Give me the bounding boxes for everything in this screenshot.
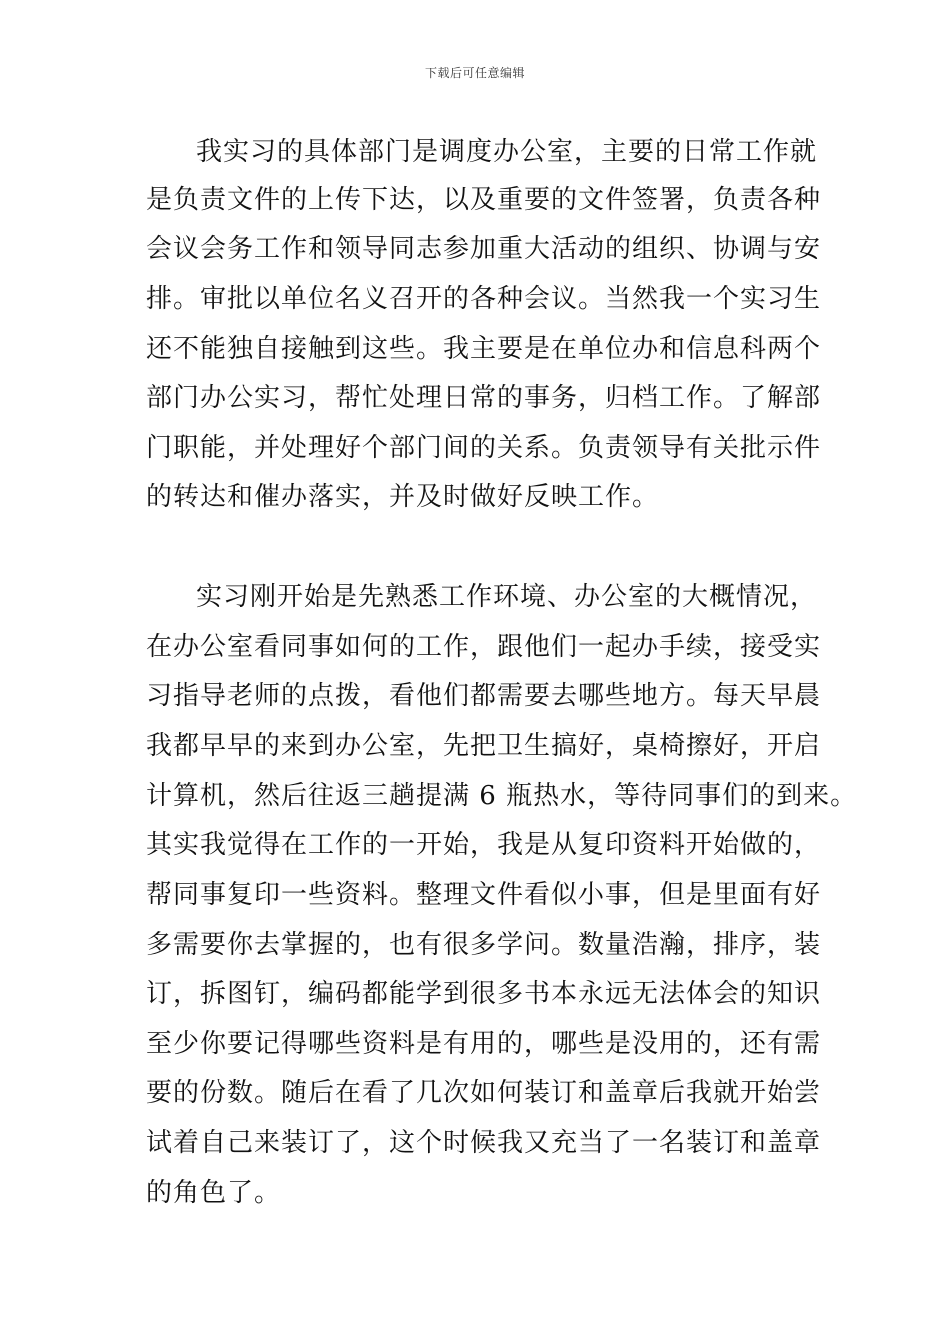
paragraph-line: 我都早早的来到办公室，先把卫生搞好，桌椅擦好，开启 bbox=[146, 731, 822, 761]
paragraph-line: 习指导老师的点拨，看他们都需要去哪些地方。每天早晨 bbox=[146, 681, 822, 711]
paragraph-line: 会议会务工作和领导同志参加重大活动的组织、协调与安 bbox=[146, 234, 822, 264]
paragraph-line: 实习刚开始是先熟悉工作环境、办公室的大概情况， bbox=[196, 582, 818, 612]
paragraph-line: 要的份数。随后在看了几次如何装订和盖章后我就开始尝 bbox=[146, 1078, 822, 1108]
paragraph-line: 帮同事复印一些资料。整理文件看似小事，但是里面有好 bbox=[146, 880, 822, 910]
paragraph-line: 多需要你去掌握的，也有很多学问。数量浩瀚，排序，装 bbox=[146, 930, 822, 960]
paragraph-line: 在办公室看同事如何的工作，跟他们一起办手续，接受实 bbox=[146, 632, 822, 662]
paragraph-line: 计算机，然后往返三趟提满 6 瓶热水，等待同事们的到来。 bbox=[146, 781, 858, 811]
paragraph-line: 排。审批以单位名义召开的各种会议。当然我一个实习生 bbox=[146, 284, 822, 314]
paragraph-line: 订，拆图钉，编码都能学到很多书本永远无法体会的知识 bbox=[146, 979, 822, 1009]
paragraph-line: 是负责文件的上传下达，以及重要的文件签署，负责各种 bbox=[146, 185, 822, 215]
paragraph-line: 至少你要记得哪些资料是有用的，哪些是没用的，还有需 bbox=[146, 1029, 822, 1059]
paragraph-line: 还不能独自接触到这些。我主要是在单位办和信息科两个 bbox=[146, 334, 822, 364]
paragraph-line: 部门办公实习，帮忙处理日常的事务，归档工作。了解部 bbox=[146, 383, 822, 413]
paragraph-line: 我实习的具体部门是调度办公室，主要的日常工作就 bbox=[196, 137, 818, 167]
paragraph-line: 其实我觉得在工作的一开始，我是从复印资料开始做的， bbox=[146, 830, 822, 860]
paragraph-line: 试着自己来装订了，这个时候我又充当了一名装订和盖章 bbox=[146, 1128, 822, 1158]
page-header: 下载后可任意编辑 bbox=[424, 66, 525, 80]
paragraph-line: 门职能，并处理好个部门间的关系。负责领导有关批示件 bbox=[146, 433, 822, 463]
paragraph-line: 的转达和催办落实，并及时做好反映工作。 bbox=[146, 482, 660, 512]
paragraph-line: 的角色了。 bbox=[146, 1178, 282, 1208]
